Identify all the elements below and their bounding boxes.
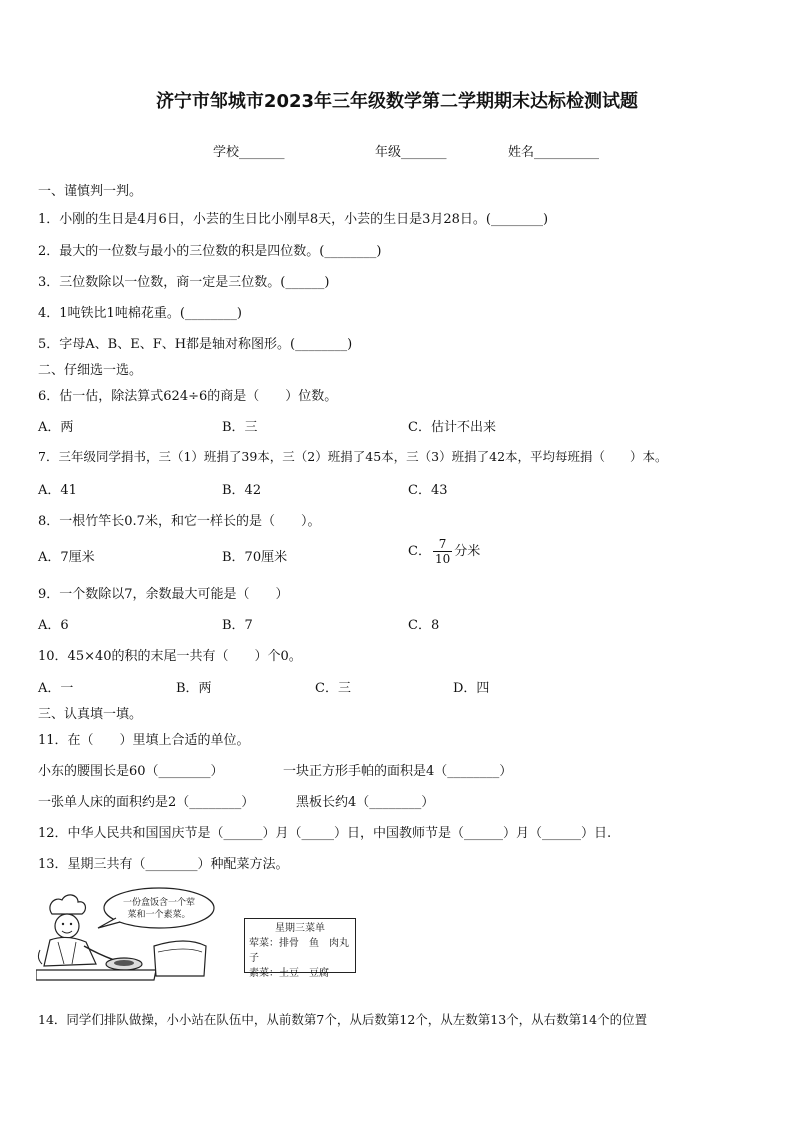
question-6: 6．估一估，除法算式624÷6的商是（ ）位数。: [38, 389, 338, 404]
school-field: 学校_______: [213, 145, 285, 160]
question-4: 4．1吨铁比1吨棉花重。(________): [38, 306, 242, 321]
counter-icon: [36, 970, 156, 980]
q7-option-c: C．43: [408, 483, 448, 498]
q6-option-b: B．三: [222, 420, 258, 435]
q11-item-a: 小东的腰围长是60（________）: [38, 764, 224, 779]
q8-option-a: A．7厘米: [38, 550, 95, 565]
fraction-numerator: 7: [433, 537, 452, 552]
speech-bubble-tail: [98, 918, 120, 928]
menu-title: 星期三菜单: [275, 923, 325, 934]
fraction: [433, 537, 452, 566]
grade-field: 年级_______: [375, 145, 447, 160]
question-13: 13．星期三共有（________）种配菜方法。: [38, 857, 289, 872]
name-field: 姓名__________: [508, 145, 600, 160]
question-7: 7．三年级同学捐书，三（1）班捐了39本，三（2）班捐了45本，三（3）班捐了42本，平均每班捐（ ）本。: [38, 449, 668, 464]
q11-item-b: 一块正方形手帕的面积是4（________）: [283, 764, 513, 779]
speech-bubble: [104, 888, 214, 928]
bubble-line-2: 菜和一个素菜。: [127, 910, 191, 920]
question-9: 9．一个数除以7，余数最大可能是（ ）: [38, 587, 289, 602]
menu-meat: 荤菜：排骨 鱼 肉丸子: [249, 938, 349, 964]
fraction-unit: 分米: [454, 544, 481, 559]
question-2: 2．最大的一位数与最小的三位数的积是四位数。(________): [38, 244, 382, 259]
q7-option-b: B．42: [222, 483, 262, 498]
menu-veg: 素菜：土豆 豆腐: [249, 968, 329, 979]
q10-option-c: C．三: [315, 681, 351, 696]
q8-option-c-label: C．: [408, 544, 431, 559]
q10-option-a: A．一: [38, 681, 74, 696]
menu-card: [244, 918, 356, 979]
q10-option-b: B．两: [176, 681, 212, 696]
page-title: 济宁市邹城市2023年三年级数学第二学期期末达标检测试题: [155, 91, 639, 112]
q9-option-b: B．7: [222, 618, 253, 633]
question-10: 10．45×40的积的末尾一共有（ ）个0。: [38, 649, 302, 664]
section-2-heading: 二、仔细选一选。: [38, 363, 143, 378]
pot-icon: [154, 941, 206, 976]
q8-option-b: B．70厘米: [222, 550, 288, 565]
section-1-heading: 一、谨慎判一判。: [38, 184, 143, 199]
bubble-line-1: 一份盒饭含一个荤: [122, 898, 196, 908]
chef-body-icon: [44, 937, 96, 966]
section-3-heading: 三、认真填一填。: [38, 707, 143, 722]
question-1: 1．小刚的生日是4月6日，小芸的生日比小刚早8天，小芸的生日是3月28日。(________): [38, 212, 549, 227]
q11-item-d: 黑板长约4（________）: [296, 795, 435, 810]
question-5: 5．字母A、B、E、F、H都是轴对称图形。(________): [38, 337, 353, 352]
chef-illustration: [36, 884, 216, 984]
q10-option-d: D．四: [453, 681, 490, 696]
q8-option-c: [408, 537, 480, 566]
chef-hat-icon: [50, 895, 86, 914]
question-3: 3．三位数除以一位数，商一定是三位数。(______): [38, 275, 330, 290]
q7-option-a: A．41: [38, 483, 77, 498]
q6-option-a: A．两: [38, 420, 74, 435]
question-11: 11．在（ ）里填上合适的单位。: [38, 733, 250, 748]
question-14: 14．同学们排队做操，小小站在队伍中，从前数第7个，从后数第12个，从左数第13个，从右数第14个的位置: [38, 1012, 648, 1027]
fraction-denominator: 10: [434, 552, 451, 566]
q11-item-c: 一张单人床的面积约是2（________）: [38, 795, 255, 810]
question-8: 8．一根竹竿长0.7米，和它一样长的是（ ）。: [38, 514, 321, 529]
q9-option-c: C．8: [408, 618, 440, 633]
q6-option-c: C．估计不出来: [408, 420, 496, 435]
chef-head-icon: [55, 914, 79, 938]
q9-option-a: A．6: [38, 618, 69, 633]
question-12: 12．中华人民共和国国庆节是（______）月（_____）日，中国教师节是（______）月（______）日.: [38, 826, 612, 841]
